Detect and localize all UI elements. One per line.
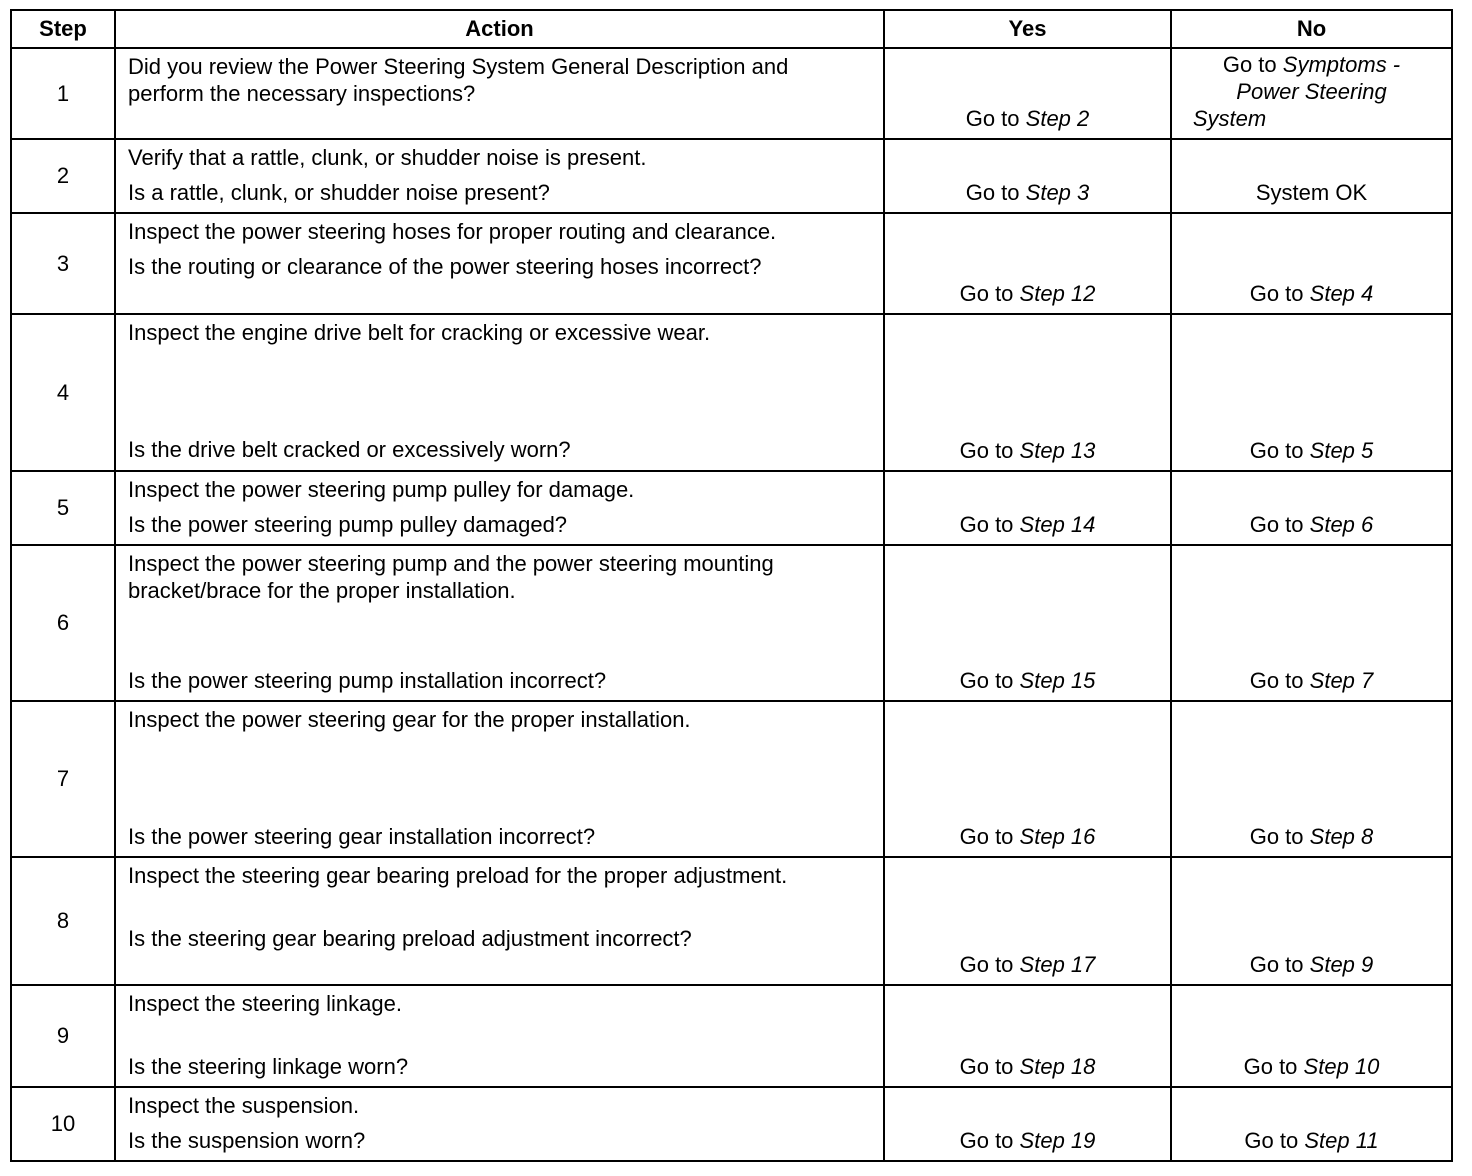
- action-cell: [115, 471, 884, 545]
- no-cell: [1171, 545, 1452, 701]
- table-row: [11, 857, 1452, 985]
- step-number: 8: [11, 857, 115, 985]
- action-statement: Verify that a rattle, clunk, or shudder noise is present.: [128, 145, 647, 170]
- no-cell: [1171, 314, 1452, 471]
- action-statement: Did you review the Power Steering System General Description and perform the necessary inspections?: [128, 54, 789, 106]
- action-statement: Inspect the suspension.: [128, 1093, 360, 1118]
- action-question: Is the steering gear bearing preload adjustment incorrect?: [128, 926, 692, 951]
- action-cell: [115, 213, 884, 314]
- action-question: Is the steering linkage worn?: [128, 1054, 409, 1079]
- yes-prefix: Go to: [965, 106, 1020, 131]
- table-row: [11, 213, 1452, 314]
- table-row: [11, 985, 1452, 1087]
- yes-cell: [884, 314, 1171, 471]
- table-row: [11, 1087, 1452, 1161]
- action-question: Is the power steering pump installation incorrect?: [128, 668, 607, 693]
- no-cell: [1171, 213, 1452, 314]
- yes-cell: [884, 213, 1171, 314]
- step-number: 4: [11, 314, 115, 471]
- action-statement: Inspect the power steering gear for the proper installation.: [128, 707, 691, 732]
- action-cell: [115, 857, 884, 985]
- yes-step-link[interactable]: Step 14: [1019, 512, 1096, 537]
- step-number: 5: [11, 471, 115, 545]
- yes-cell: [884, 139, 1171, 213]
- yes-prefix: Go to: [959, 512, 1014, 537]
- no-prefix: Go to: [1244, 1128, 1299, 1153]
- no-step-link[interactable]: Step 4: [1309, 281, 1374, 306]
- no-prefix: Go to: [1249, 438, 1304, 463]
- yes-prefix: Go to: [959, 952, 1014, 977]
- yes-step-link[interactable]: Step 13: [1019, 438, 1096, 463]
- yes-step-link[interactable]: Step 18: [1019, 1054, 1096, 1079]
- diagnostic-table: [10, 9, 1453, 1162]
- action-statement: Inspect the steering linkage.: [128, 991, 402, 1016]
- step-number: 3: [11, 213, 115, 314]
- yes-prefix: Go to: [959, 668, 1014, 693]
- no-prefix: Go to: [1249, 281, 1304, 306]
- no-link-line2[interactable]: Power Steering: [1236, 79, 1387, 104]
- no-prefix: Go to: [1249, 952, 1304, 977]
- yes-cell: [884, 857, 1171, 985]
- no-prefix: Go to: [1243, 1054, 1298, 1079]
- table-row: [11, 471, 1452, 545]
- no-prefix: Go to: [1249, 668, 1304, 693]
- table-row: [11, 701, 1452, 857]
- yes-step-link[interactable]: Step 19: [1019, 1128, 1096, 1153]
- action-statement: Inspect the power steering hoses for proper routing and clearance.: [128, 219, 777, 244]
- yes-cell: [884, 701, 1171, 857]
- action-statement: Inspect the power steering pump and the power steering mounting bracket/brace for the proper installation.: [128, 551, 774, 603]
- no-step-link[interactable]: Step 9: [1309, 952, 1374, 977]
- action-statement: Inspect the steering gear bearing preload for the proper adjustment.: [128, 863, 788, 888]
- action-cell: [115, 701, 884, 857]
- action-cell: [115, 48, 884, 139]
- action-question: Is the power steering gear installation incorrect?: [128, 824, 596, 849]
- yes-prefix: Go to: [959, 824, 1014, 849]
- table-row: [11, 48, 1452, 139]
- yes-cell: [884, 471, 1171, 545]
- table-row: [11, 314, 1452, 471]
- action-statement: Inspect the engine drive belt for cracking or excessive wear.: [128, 320, 711, 345]
- yes-prefix: Go to: [959, 281, 1014, 306]
- yes-prefix: Go to: [965, 180, 1020, 205]
- yes-prefix: Go to: [959, 1054, 1014, 1079]
- action-question: Is the suspension worn?: [128, 1128, 366, 1153]
- yes-step-link[interactable]: Step 2: [1025, 106, 1090, 131]
- header-action: Action: [115, 10, 884, 48]
- yes-step-link[interactable]: Step 16: [1019, 824, 1096, 849]
- action-question: Is the power steering pump pulley damaged?: [128, 512, 568, 537]
- no-cell: [1171, 985, 1452, 1087]
- yes-cell: [884, 48, 1171, 139]
- no-link-line3[interactable]: System: [1192, 106, 1267, 131]
- no-step-link[interactable]: Step 10: [1303, 1054, 1380, 1079]
- yes-cell: [884, 1087, 1171, 1161]
- yes-step-link[interactable]: Step 17: [1019, 952, 1096, 977]
- no-cell: [1171, 139, 1452, 213]
- yes-step-link[interactable]: Step 15: [1019, 668, 1096, 693]
- yes-step-link[interactable]: Step 3: [1025, 180, 1090, 205]
- action-cell: [115, 314, 884, 471]
- no-cell: [1171, 48, 1452, 139]
- action-question: Is a rattle, clunk, or shudder noise present?: [128, 180, 550, 205]
- no-result: System OK: [1255, 180, 1368, 205]
- no-cell: [1171, 1087, 1452, 1161]
- action-question: Is the routing or clearance of the power steering hoses incorrect?: [128, 254, 762, 279]
- header-row: [11, 10, 1452, 48]
- no-step-link[interactable]: Step 11: [1304, 1128, 1379, 1153]
- step-number: 6: [11, 545, 115, 701]
- no-step-link[interactable]: Step 7: [1309, 668, 1374, 693]
- action-cell: [115, 139, 884, 213]
- header-no: No: [1171, 10, 1452, 48]
- action-cell: [115, 1087, 884, 1161]
- no-prefix: Go to: [1222, 52, 1277, 77]
- no-prefix: Go to: [1249, 824, 1304, 849]
- action-statement: Inspect the power steering pump pulley for damage.: [128, 477, 635, 502]
- no-cell: [1171, 857, 1452, 985]
- yes-prefix: Go to: [959, 438, 1014, 463]
- step-number: 1: [11, 48, 115, 139]
- action-question: Is the drive belt cracked or excessively worn?: [128, 437, 571, 462]
- step-number: 10: [11, 1087, 115, 1161]
- yes-step-link[interactable]: Step 12: [1019, 281, 1096, 306]
- step-number: 7: [11, 701, 115, 857]
- no-link-line1[interactable]: Symptoms -: [1282, 52, 1401, 77]
- no-cell: [1171, 471, 1452, 545]
- no-step-link[interactable]: Step 8: [1309, 824, 1374, 849]
- header-yes: Yes: [884, 10, 1171, 48]
- no-step-link[interactable]: Step 5: [1309, 438, 1374, 463]
- no-prefix: Go to: [1249, 512, 1304, 537]
- yes-cell: [884, 985, 1171, 1087]
- table-row: [11, 545, 1452, 701]
- yes-cell: [884, 545, 1171, 701]
- action-cell: [115, 985, 884, 1087]
- no-step-link[interactable]: Step 6: [1309, 512, 1374, 537]
- step-number: 2: [11, 139, 115, 213]
- step-number: 9: [11, 985, 115, 1087]
- header-step: Step: [11, 10, 115, 48]
- table-row: [11, 139, 1452, 213]
- action-cell: [115, 545, 884, 701]
- yes-prefix: Go to: [959, 1128, 1014, 1153]
- no-cell: [1171, 701, 1452, 857]
